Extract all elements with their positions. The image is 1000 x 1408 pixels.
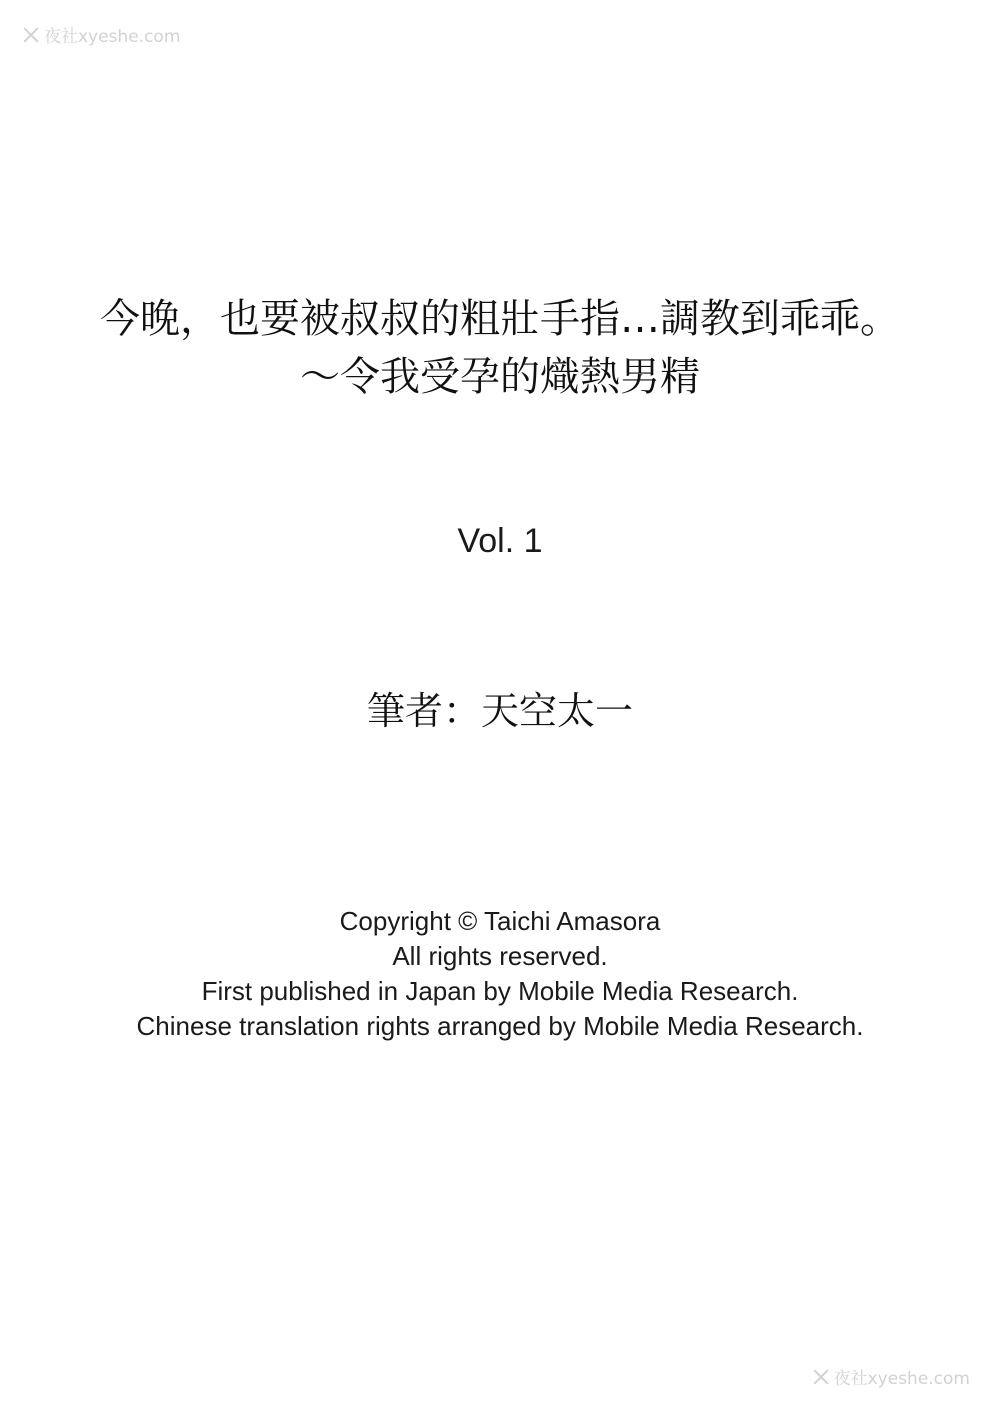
copyright-line-2: All rights reserved. bbox=[392, 941, 608, 971]
watermark-logo-icon bbox=[22, 26, 40, 44]
copyright-line-3: First published in Japan by Mobile Media Research. bbox=[201, 976, 799, 1006]
watermark-logo-icon bbox=[812, 1368, 830, 1386]
volume-label: Vol. 1 bbox=[457, 522, 543, 560]
watermark-text: 夜社xyeshe.com bbox=[833, 1369, 970, 1389]
title-line-1: 今晚，也要被叔叔的粗壯手指…調教到乖乖。 bbox=[100, 296, 900, 342]
watermark-top bbox=[22, 22, 180, 47]
author-credit: 筆者：天空太一 bbox=[366, 689, 633, 733]
title-line-2: ～令我受孕的熾熱男精 bbox=[300, 354, 700, 400]
watermark-bottom bbox=[812, 1364, 970, 1389]
copyright-notice bbox=[0, 904, 1000, 1044]
watermark-text: 夜社xyeshe.com bbox=[44, 27, 181, 47]
copyright-line-1: Copyright © Taichi Amasora bbox=[339, 906, 661, 936]
book-title bbox=[0, 290, 1000, 406]
copyright-line-4: Chinese translation rights arranged by Mobile Media Research. bbox=[136, 1011, 864, 1041]
